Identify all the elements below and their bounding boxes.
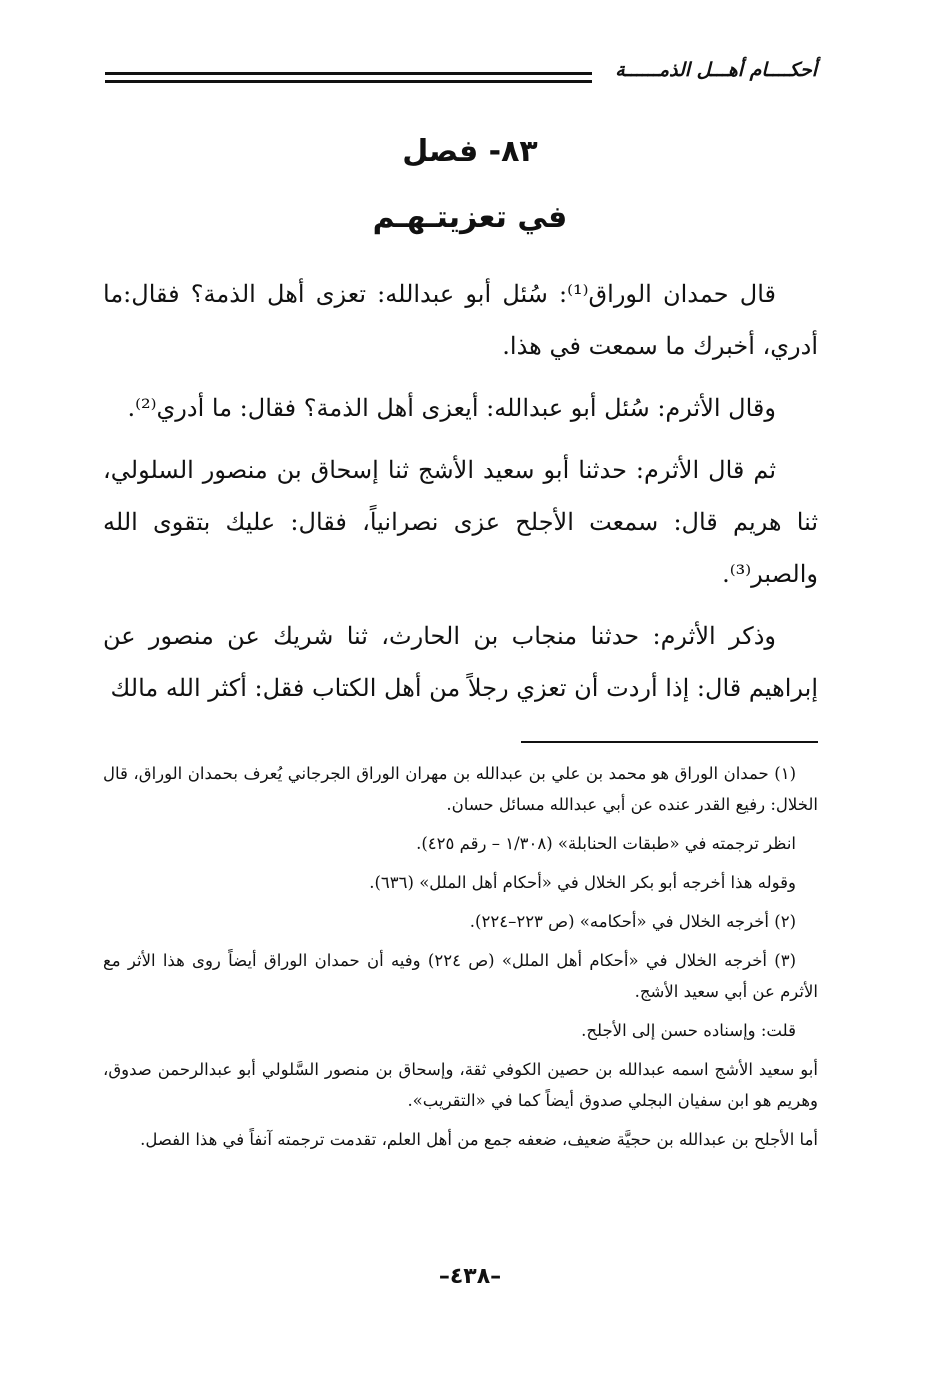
header-rule-bottom xyxy=(105,80,592,83)
body-paragraph: وذكر الأثرم: حدثنا منجاب بن الحارث، ثنا شريك عن منصور عن إبراهيم قال: إذا أردت أن تعزي رجلاً من أهل الكتاب فقل: أكثر الله مالك xyxy=(103,622,818,702)
body-paragraph: وقال الأثرم: سُئل أبو عبدالله: أيعزى أهل الذمة؟ فقال: ما أدري⁽²⁾. xyxy=(127,394,776,422)
chapter-title: ٨٣- فصل xyxy=(402,134,538,169)
footnote-separator xyxy=(521,741,818,743)
footnote: (٣) أخرجه الخلال في «أحكام أهل الملل» (ص ٢٢٤) وفيه أن حمدان الوراق أيضاً روى هذا الأثر مع الأثرم عن أبي سعيد الأشج. xyxy=(103,951,818,1001)
body-paragraph: قال حمدان الوراق⁽¹⁾: سُئل أبو عبدالله: تعزى أهل الذمة؟ فقال:ما أدري، أخبرك ما سمعت في هذا. xyxy=(103,280,818,360)
footnote: (٢) أخرجه الخلال في «أحكامه» (ص ٢٢٣–٢٢٤). xyxy=(469,912,796,931)
chapter-subtitle: في تعزيتـهـم xyxy=(372,200,568,235)
footnote: انظر ترجمته في «طبقات الحنابلة» (١/٣٠٨ – رقم ٤٢٥). xyxy=(416,834,796,853)
footnote: أبو سعيد الأشج اسمه عبدالله بن حصين الكوفي ثقة، وإسحاق بن منصور السَّلولي أبو عبدالرحمن صدوق، وهريم هو ابن سفيان البجلي صدوق أيضاً كما في «التقريب». xyxy=(103,1060,818,1110)
header-rule-top xyxy=(105,72,592,75)
footnotes xyxy=(103,758,818,1163)
footnote: وقوله هذا أخرجه أبو بكر الخلال في «أحكام أهل الملل» (٦٣٦). xyxy=(369,873,796,892)
main-body xyxy=(103,268,818,724)
footnote: قلت: وإسناده حسن إلى الأجلح. xyxy=(581,1021,796,1040)
body-paragraph: ثم قال الأثرم: حدثنا أبو سعيد الأشج ثنا إسحاق بن منصور السلولي، ثنا هريم قال: سمعت الأجلح عزى نصرانياً، فقال: عليك بتقوى الله والصبر⁽³⁾. xyxy=(103,456,819,588)
page-number: –٤٣٨– xyxy=(438,1264,502,1289)
footnote: (١) حمدان الوراق هو محمد بن علي بن عبدالله بن مهران الوراق الجرجاني يُعرف بحمدان الوراق، قال الخلال: رفيع القدر عنده عن أبي عبدالله مسائل حسان. xyxy=(103,764,818,814)
running-header xyxy=(105,55,817,95)
footnote: أما الأجلح بن عبدالله بن حجيَّة ضعيف، ضعفه جمع من أهل العلم، تقدمت ترجمته آنفاً في هذا الفصل. xyxy=(140,1130,818,1149)
running-header-title: أحكــــام أهـــل الذمــــــة xyxy=(615,59,817,81)
